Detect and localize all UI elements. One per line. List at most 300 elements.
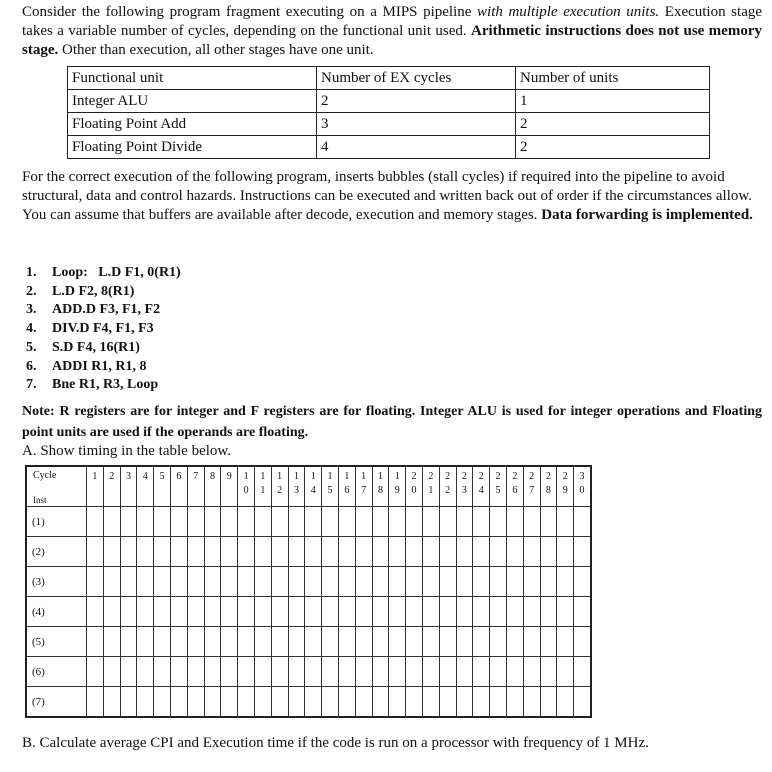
timing-cell[interactable] bbox=[406, 507, 423, 537]
timing-cell[interactable] bbox=[87, 597, 104, 627]
timing-cell[interactable] bbox=[221, 507, 238, 537]
timing-cell[interactable] bbox=[305, 567, 322, 597]
instruction-text: ADDI R1, R1, 8 bbox=[52, 358, 147, 374]
timing-cell[interactable] bbox=[406, 687, 423, 718]
timing-cell[interactable] bbox=[473, 507, 490, 537]
timing-cell[interactable] bbox=[372, 657, 389, 687]
timing-cell[interactable] bbox=[406, 537, 423, 567]
timing-cell[interactable] bbox=[540, 507, 557, 537]
timing-cell[interactable] bbox=[490, 597, 507, 627]
timing-cell[interactable] bbox=[473, 537, 490, 567]
timing-cell[interactable] bbox=[372, 537, 389, 567]
timing-cell[interactable] bbox=[137, 567, 154, 597]
timing-cell[interactable] bbox=[456, 597, 473, 627]
cycle-header-cell bbox=[506, 466, 523, 507]
timing-cell[interactable] bbox=[238, 597, 255, 627]
timing-cell[interactable] bbox=[557, 567, 574, 597]
cycle-number: 8 bbox=[209, 471, 215, 482]
timing-cell[interactable] bbox=[389, 627, 406, 657]
timing-cell[interactable] bbox=[557, 537, 574, 567]
timing-cell[interactable] bbox=[120, 537, 137, 567]
timing-cell[interactable] bbox=[288, 567, 305, 597]
timing-cell[interactable] bbox=[254, 627, 271, 657]
timing-cell[interactable] bbox=[473, 657, 490, 687]
timing-cell[interactable] bbox=[355, 627, 372, 657]
timing-cell[interactable] bbox=[170, 537, 187, 567]
cycle-number: 2 9 bbox=[562, 471, 568, 496]
cycle-header-cell bbox=[490, 466, 507, 507]
timing-cell[interactable] bbox=[87, 567, 104, 597]
cycle-number: 1 bbox=[92, 471, 98, 482]
timing-cell[interactable] bbox=[271, 567, 288, 597]
timing-cell[interactable] bbox=[170, 687, 187, 718]
cycle-header-cell bbox=[338, 466, 355, 507]
cycle-header-cell bbox=[355, 466, 372, 507]
timing-cell[interactable] bbox=[523, 597, 540, 627]
timing-cell[interactable] bbox=[490, 627, 507, 657]
timing-cell[interactable] bbox=[187, 537, 204, 567]
timing-cell[interactable] bbox=[422, 537, 439, 567]
timing-cell[interactable] bbox=[305, 627, 322, 657]
cycle-header-cell bbox=[557, 466, 574, 507]
timing-cell[interactable] bbox=[103, 537, 120, 567]
timing-cell[interactable] bbox=[305, 507, 322, 537]
timing-cell[interactable] bbox=[422, 657, 439, 687]
timing-cell[interactable] bbox=[254, 507, 271, 537]
timing-cell[interactable] bbox=[338, 537, 355, 567]
timing-cell[interactable] bbox=[456, 627, 473, 657]
timing-cell[interactable] bbox=[221, 597, 238, 627]
timing-cell[interactable] bbox=[170, 507, 187, 537]
cycle-number: 2 4 bbox=[478, 471, 484, 496]
cycle-header-cell bbox=[406, 466, 423, 507]
units-header-row bbox=[68, 67, 710, 90]
timing-cell[interactable] bbox=[523, 687, 540, 718]
cycle-number: 3 0 bbox=[579, 471, 585, 496]
timing-cell[interactable] bbox=[170, 567, 187, 597]
cycle-number: 1 9 bbox=[394, 471, 400, 496]
program-line bbox=[26, 376, 181, 395]
timing-cell[interactable] bbox=[154, 537, 171, 567]
timing-cell[interactable] bbox=[506, 537, 523, 567]
timing-cell[interactable] bbox=[204, 597, 221, 627]
timing-cell[interactable] bbox=[254, 657, 271, 687]
timing-cell[interactable] bbox=[389, 567, 406, 597]
timing-cell[interactable] bbox=[204, 537, 221, 567]
timing-cell[interactable] bbox=[574, 537, 591, 567]
timing-cell[interactable] bbox=[204, 627, 221, 657]
timing-cell[interactable] bbox=[574, 657, 591, 687]
timing-cell[interactable] bbox=[154, 657, 171, 687]
timing-cell[interactable] bbox=[322, 657, 339, 687]
timing-cell[interactable] bbox=[204, 687, 221, 718]
timing-cell[interactable] bbox=[271, 657, 288, 687]
timing-cell[interactable] bbox=[322, 537, 339, 567]
timing-cell[interactable] bbox=[288, 627, 305, 657]
timing-cell[interactable] bbox=[187, 567, 204, 597]
line-number: 2. bbox=[26, 283, 37, 299]
timing-cell[interactable] bbox=[238, 627, 255, 657]
timing-cell[interactable] bbox=[221, 657, 238, 687]
timing-cell[interactable] bbox=[187, 597, 204, 627]
timing-cell[interactable] bbox=[523, 537, 540, 567]
timing-cell[interactable] bbox=[506, 567, 523, 597]
timing-cell[interactable] bbox=[221, 537, 238, 567]
timing-cell[interactable] bbox=[238, 537, 255, 567]
units-row bbox=[68, 90, 710, 113]
timing-cell[interactable] bbox=[271, 627, 288, 657]
cycle-header-cell bbox=[103, 466, 120, 507]
timing-cell[interactable] bbox=[338, 627, 355, 657]
timing-row bbox=[26, 507, 591, 537]
cycle-header-cell bbox=[238, 466, 255, 507]
timing-cell[interactable] bbox=[238, 507, 255, 537]
timing-cell[interactable] bbox=[154, 687, 171, 718]
units-cell: 3 bbox=[317, 113, 516, 136]
timing-cell[interactable] bbox=[389, 687, 406, 718]
timing-cell[interactable] bbox=[540, 627, 557, 657]
timing-cell[interactable] bbox=[439, 687, 456, 718]
timing-cell[interactable] bbox=[490, 687, 507, 718]
timing-cell[interactable] bbox=[372, 597, 389, 627]
timing-cell[interactable] bbox=[288, 657, 305, 687]
timing-cell[interactable] bbox=[557, 597, 574, 627]
intro-text-2: with multiple execution units. bbox=[477, 4, 660, 20]
cycle-header-cell bbox=[254, 466, 271, 507]
timing-cell[interactable] bbox=[154, 597, 171, 627]
cycle-number: 1 2 bbox=[277, 471, 283, 496]
timing-cell[interactable] bbox=[204, 507, 221, 537]
timing-cell[interactable] bbox=[137, 507, 154, 537]
timing-cell[interactable] bbox=[187, 507, 204, 537]
timing-cell[interactable] bbox=[338, 657, 355, 687]
timing-cell[interactable] bbox=[187, 627, 204, 657]
timing-cell[interactable] bbox=[338, 687, 355, 718]
timing-cell[interactable] bbox=[506, 507, 523, 537]
timing-row bbox=[26, 597, 591, 627]
timing-cell[interactable] bbox=[574, 597, 591, 627]
timing-cell[interactable] bbox=[120, 567, 137, 597]
cycle-header-cell bbox=[204, 466, 221, 507]
timing-cell[interactable] bbox=[154, 627, 171, 657]
timing-cell[interactable] bbox=[271, 687, 288, 718]
program-line bbox=[26, 320, 181, 339]
cycle-header-cell bbox=[422, 466, 439, 507]
timing-cell[interactable] bbox=[473, 687, 490, 718]
timing-cell[interactable] bbox=[540, 657, 557, 687]
timing-cell[interactable] bbox=[254, 687, 271, 718]
instruction-row-label: (1) bbox=[26, 507, 87, 537]
program-line bbox=[26, 358, 181, 377]
timing-cell[interactable] bbox=[574, 507, 591, 537]
cycle-number: 1 6 bbox=[344, 471, 350, 496]
timing-cell[interactable] bbox=[103, 597, 120, 627]
timing-cell[interactable] bbox=[355, 597, 372, 627]
timing-cell[interactable] bbox=[540, 687, 557, 718]
line-number: 3. bbox=[26, 302, 37, 318]
timing-cell[interactable] bbox=[439, 627, 456, 657]
timing-cell[interactable] bbox=[137, 687, 154, 718]
timing-cell[interactable] bbox=[523, 567, 540, 597]
units-cell: 1 bbox=[516, 90, 710, 113]
timing-cell[interactable] bbox=[355, 537, 372, 567]
units-header-cell: Number of EX cycles bbox=[317, 67, 516, 90]
instruction-row-label: (4) bbox=[26, 597, 87, 627]
cycle-header-cell bbox=[288, 466, 305, 507]
cycle-header-cell bbox=[456, 466, 473, 507]
instruction-row-label: (5) bbox=[26, 627, 87, 657]
timing-row bbox=[26, 627, 591, 657]
timing-cell[interactable] bbox=[288, 537, 305, 567]
timing-cell[interactable] bbox=[540, 597, 557, 627]
timing-cell[interactable] bbox=[187, 657, 204, 687]
timing-cell[interactable] bbox=[137, 657, 154, 687]
timing-cell[interactable] bbox=[338, 567, 355, 597]
timing-cell[interactable] bbox=[322, 627, 339, 657]
cycle-number: 1 0 bbox=[243, 471, 249, 496]
cycle-header-cell bbox=[439, 466, 456, 507]
timing-cell[interactable] bbox=[389, 597, 406, 627]
timing-cell[interactable] bbox=[288, 687, 305, 718]
cycle-header-cell bbox=[137, 466, 154, 507]
timing-cell[interactable] bbox=[473, 597, 490, 627]
timing-cell[interactable] bbox=[322, 597, 339, 627]
timing-cell[interactable] bbox=[87, 657, 104, 687]
instruction-row-label: (3) bbox=[26, 567, 87, 597]
timing-cell[interactable] bbox=[322, 567, 339, 597]
timing-cell[interactable] bbox=[170, 657, 187, 687]
cycle-header-cell bbox=[473, 466, 490, 507]
timing-cell[interactable] bbox=[288, 597, 305, 627]
timing-cell[interactable] bbox=[221, 687, 238, 718]
functional-units-table bbox=[67, 66, 710, 159]
cycle-number: 9 bbox=[226, 471, 232, 482]
timing-cell[interactable] bbox=[389, 657, 406, 687]
timing-cell[interactable] bbox=[406, 567, 423, 597]
units-cell: 2 bbox=[516, 136, 710, 159]
units-row bbox=[68, 113, 710, 136]
program-line bbox=[26, 283, 181, 302]
timing-cell[interactable] bbox=[221, 567, 238, 597]
timing-cell[interactable] bbox=[87, 627, 104, 657]
intro-text-4: Arithmetic instructions does not use memory stage. bbox=[22, 23, 762, 58]
cycle-header-cell bbox=[389, 466, 406, 507]
timing-cell[interactable] bbox=[87, 687, 104, 718]
timing-cell[interactable] bbox=[355, 657, 372, 687]
instruction-text: DIV.D F4, F1, F3 bbox=[52, 321, 154, 337]
timing-cell[interactable] bbox=[154, 507, 171, 537]
timing-cell[interactable] bbox=[473, 567, 490, 597]
timing-row bbox=[26, 657, 591, 687]
timing-cell[interactable] bbox=[238, 657, 255, 687]
timing-cell[interactable] bbox=[490, 657, 507, 687]
timing-cell[interactable] bbox=[137, 537, 154, 567]
units-cell: Integer ALU bbox=[68, 90, 317, 113]
timing-cell[interactable] bbox=[103, 687, 120, 718]
timing-row bbox=[26, 567, 591, 597]
timing-cell[interactable] bbox=[389, 507, 406, 537]
timing-cell[interactable] bbox=[355, 567, 372, 597]
timing-cell[interactable] bbox=[103, 567, 120, 597]
timing-cell[interactable] bbox=[271, 507, 288, 537]
timing-cell[interactable] bbox=[120, 597, 137, 627]
program-line bbox=[26, 301, 181, 320]
timing-cell[interactable] bbox=[372, 507, 389, 537]
timing-cell[interactable] bbox=[87, 537, 104, 567]
timing-cell[interactable] bbox=[137, 627, 154, 657]
units-cell: 2 bbox=[317, 90, 516, 113]
program-line bbox=[26, 339, 181, 358]
timing-cell[interactable] bbox=[422, 687, 439, 718]
cycle-number: 1 7 bbox=[361, 471, 367, 496]
timing-cell[interactable] bbox=[574, 567, 591, 597]
instruction-text: Bne R1, R3, Loop bbox=[52, 377, 159, 393]
inst-label: Inst bbox=[33, 495, 47, 505]
timing-cell[interactable] bbox=[254, 597, 271, 627]
timing-cell[interactable] bbox=[574, 687, 591, 718]
timing-cell[interactable] bbox=[557, 687, 574, 718]
timing-cell[interactable] bbox=[422, 627, 439, 657]
timing-cell[interactable] bbox=[439, 567, 456, 597]
timing-cell[interactable] bbox=[557, 507, 574, 537]
timing-cell[interactable] bbox=[406, 597, 423, 627]
timing-table[interactable] bbox=[25, 465, 592, 718]
timing-cell[interactable] bbox=[372, 567, 389, 597]
timing-cell[interactable] bbox=[305, 597, 322, 627]
timing-cell[interactable] bbox=[456, 537, 473, 567]
timing-cell[interactable] bbox=[523, 657, 540, 687]
timing-cell[interactable] bbox=[540, 537, 557, 567]
timing-cell[interactable] bbox=[574, 627, 591, 657]
timing-cell[interactable] bbox=[456, 657, 473, 687]
timing-cell[interactable] bbox=[506, 687, 523, 718]
units-row bbox=[68, 136, 710, 159]
timing-cell[interactable] bbox=[322, 687, 339, 718]
timing-cell[interactable] bbox=[439, 597, 456, 627]
timing-cell[interactable] bbox=[322, 507, 339, 537]
timing-cell[interactable] bbox=[221, 627, 238, 657]
timing-cell[interactable] bbox=[439, 657, 456, 687]
timing-cell[interactable] bbox=[305, 687, 322, 718]
timing-cell[interactable] bbox=[305, 537, 322, 567]
timing-cell[interactable] bbox=[456, 507, 473, 537]
timing-cell[interactable] bbox=[406, 657, 423, 687]
timing-cell[interactable] bbox=[120, 627, 137, 657]
timing-cell[interactable] bbox=[557, 627, 574, 657]
timing-cell[interactable] bbox=[506, 657, 523, 687]
timing-cell[interactable] bbox=[137, 597, 154, 627]
cycle-header-cell bbox=[87, 466, 104, 507]
timing-cell[interactable] bbox=[490, 567, 507, 597]
timing-cell[interactable] bbox=[490, 507, 507, 537]
timing-cell[interactable] bbox=[204, 657, 221, 687]
cycle-inst-corner bbox=[26, 466, 87, 507]
instructions-paragraph bbox=[22, 168, 762, 225]
timing-cell[interactable] bbox=[523, 627, 540, 657]
program-line bbox=[26, 264, 181, 283]
cycle-header-cell bbox=[221, 466, 238, 507]
timing-cell[interactable] bbox=[271, 597, 288, 627]
timing-cell[interactable] bbox=[523, 507, 540, 537]
timing-cell[interactable] bbox=[238, 687, 255, 718]
timing-cell[interactable] bbox=[170, 597, 187, 627]
cycle-number: 2 8 bbox=[545, 471, 551, 496]
timing-cell[interactable] bbox=[473, 627, 490, 657]
cycle-number: 7 bbox=[193, 471, 199, 482]
instruction-text: Loop: L.D F1, 0(R1) bbox=[52, 265, 181, 280]
timing-cell[interactable] bbox=[87, 507, 104, 537]
timing-cell[interactable] bbox=[406, 627, 423, 657]
units-header-cell: Number of units bbox=[516, 67, 710, 90]
cycle-number: 4 bbox=[142, 471, 148, 482]
timing-cell[interactable] bbox=[103, 507, 120, 537]
timing-cell[interactable] bbox=[305, 657, 322, 687]
timing-cell[interactable] bbox=[355, 507, 372, 537]
timing-header-row bbox=[26, 466, 591, 507]
timing-cell[interactable] bbox=[154, 567, 171, 597]
timing-cell[interactable] bbox=[557, 657, 574, 687]
note-paragraph: Note: R registers are for integer and F registers are for floating. Integer ALU is used for integer operations and Floating point units are used if the operands are floating. bbox=[22, 404, 762, 440]
timing-cell[interactable] bbox=[439, 507, 456, 537]
timing-cell[interactable] bbox=[271, 537, 288, 567]
timing-cell[interactable] bbox=[254, 567, 271, 597]
part-b-question: B. Calculate average CPI and Execution time if the code is run on a processor with frequency of 1 MHz. bbox=[22, 735, 649, 751]
timing-cell[interactable] bbox=[120, 687, 137, 718]
timing-cell[interactable] bbox=[120, 657, 137, 687]
timing-cell[interactable] bbox=[254, 537, 271, 567]
timing-cell[interactable] bbox=[422, 507, 439, 537]
cycle-number: 2 7 bbox=[529, 471, 535, 496]
timing-cell[interactable] bbox=[456, 567, 473, 597]
units-header-cell: Functional unit bbox=[68, 67, 317, 90]
timing-cell[interactable] bbox=[338, 597, 355, 627]
timing-cell[interactable] bbox=[355, 687, 372, 718]
program-listing bbox=[26, 264, 181, 395]
timing-cell[interactable] bbox=[506, 627, 523, 657]
timing-cell[interactable] bbox=[372, 627, 389, 657]
cycle-number: 1 8 bbox=[377, 471, 383, 496]
forwarding-note: Data forwarding is implemented. bbox=[541, 207, 753, 223]
line-number: 1. bbox=[26, 265, 37, 280]
timing-cell[interactable] bbox=[103, 627, 120, 657]
units-cell: Floating Point Add bbox=[68, 113, 317, 136]
cycle-number: 2 0 bbox=[411, 471, 417, 496]
timing-cell[interactable] bbox=[439, 537, 456, 567]
intro-text-5: Other than execution, all other stages have one unit. bbox=[58, 42, 374, 58]
cycle-number: 2 bbox=[109, 471, 115, 482]
timing-cell[interactable] bbox=[372, 687, 389, 718]
timing-cell[interactable] bbox=[288, 507, 305, 537]
timing-cell[interactable] bbox=[103, 657, 120, 687]
line-number: 7. bbox=[26, 377, 37, 393]
timing-cell[interactable] bbox=[422, 597, 439, 627]
timing-cell[interactable] bbox=[204, 567, 221, 597]
timing-cell[interactable] bbox=[422, 567, 439, 597]
intro-text-1: Consider the following program fragment executing on a MIPS pipeline bbox=[22, 4, 478, 20]
timing-cell[interactable] bbox=[120, 507, 137, 537]
timing-cell[interactable] bbox=[456, 687, 473, 718]
timing-cell[interactable] bbox=[490, 537, 507, 567]
timing-cell[interactable] bbox=[338, 507, 355, 537]
timing-cell[interactable] bbox=[238, 567, 255, 597]
timing-cell[interactable] bbox=[187, 687, 204, 718]
timing-cell[interactable] bbox=[540, 567, 557, 597]
cycle-number: 2 3 bbox=[461, 471, 467, 496]
cycle-header-cell bbox=[322, 466, 339, 507]
timing-cell[interactable] bbox=[170, 627, 187, 657]
timing-cell[interactable] bbox=[506, 597, 523, 627]
timing-cell[interactable] bbox=[389, 537, 406, 567]
